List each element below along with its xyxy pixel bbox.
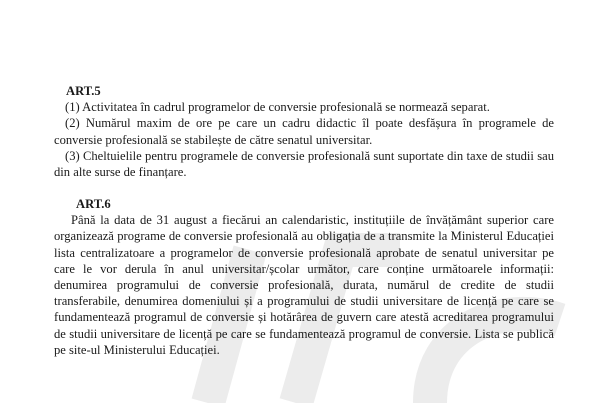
article-6-paragraph: Până la data de 31 august a fiecărui an calendaristic, instituțiile de învățământ superior care organizează programe de conversie profesională au obligația de a transmite la Ministerul Educației lista centralizatoare a programelor de conversie profesională aprobate de senatul universitar pe care le vor derula în anul universitar/școlar următor, care conține următoarele informații: denumirea programului de conversie profesională, durata, numărul de credite de studii transferabile, denumirea domeniului și a programului de studii universitare de licență pe care se fundamentează programul de conversie și hotărârea de guvern care atestă acreditarea programului de studii universitare de licență pe care se fundamentează programul de conversie. Lista se publică pe site-ul Ministerului Educației. (54, 213, 554, 357)
article-5-paragraph-3: (3) Cheltuielile pentru programele de conversie profesională sunt suportate din taxe de studii sau din alte surse de finanțare. (54, 148, 554, 180)
article-5-heading: ART.5 (66, 84, 101, 98)
article-5-paragraph-1: (1) Activitatea în cadrul programelor de conversie profesională se normează separat. (65, 100, 490, 115)
article-6-heading: ART.6 (76, 197, 111, 211)
article-5-paragraph-2: (2) Numărul maxim de ore pe care un cadru didactic îl poate desfășura în programele de conversie profesională se stabilește de către senatul universitar. (54, 116, 554, 147)
article-6 (54, 196, 554, 358)
article-5 (54, 83, 554, 180)
